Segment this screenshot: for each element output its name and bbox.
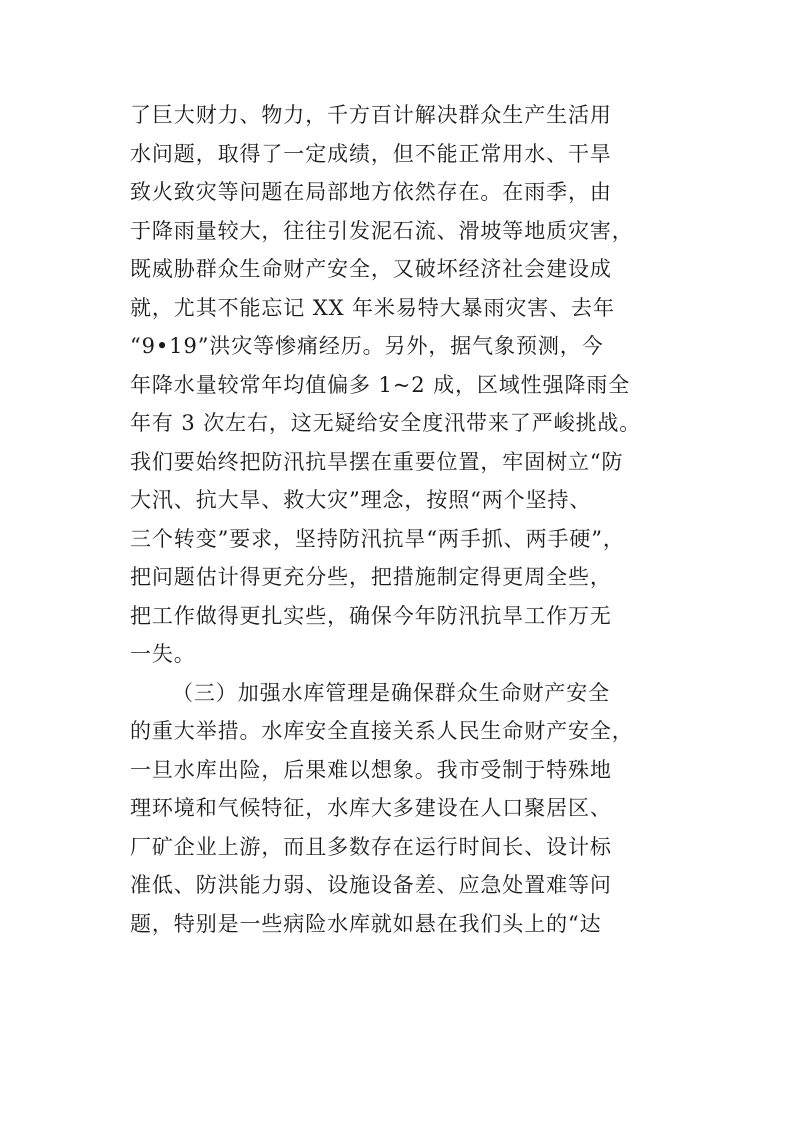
text-line: 既威胁群众生命财产安全，又破坏经济社会建设成 — [130, 257, 612, 281]
text-line: 把问题估计得更充分些，把措施制定得更周全些， — [130, 565, 612, 589]
text-line: 一失。 — [130, 642, 196, 666]
text-line: 了巨大财力、物力，千方百计解决群众生产生活用 — [130, 103, 612, 127]
text-line: 一旦水库出险，后果难以想象。我市受制于特殊地 — [130, 757, 612, 782]
text-line: 于降雨量较大，往往引发泥石流、滑坡等地质灾害， — [130, 218, 634, 243]
text-line: 致火致灾等问题在局部地方依然存在。在雨季，由 — [130, 180, 612, 204]
text-line: 年有 3 次左右，这无疑给安全度汛带来了严峻挑战。 — [130, 411, 642, 435]
text-line: 厂矿企业上游，而且多数存在运行时间长、设计标 — [130, 834, 612, 859]
text-line: 三个转变”要求，坚持防汛抗旱“两手抓、两手硬”， — [130, 526, 625, 551]
text-line: 年降水量较常年均值偏多 1~2 成，区域性强降雨全 — [130, 372, 631, 397]
text-line: 大汛、抗大旱、救大灾”理念，按照“两个坚持、 — [130, 488, 592, 512]
body-text — [130, 96, 670, 943]
text-line: 题，特别是一些病险水库就如悬在我们头上的“达 — [130, 911, 602, 936]
text-line: 理环境和气候特征，水库大多建设在人口聚居区、 — [130, 796, 612, 820]
text-line: “9•19”洪灾等惨痛经历。另外，据气象预测，今 — [130, 334, 604, 358]
text-line: 我们要始终把防汛抗旱摆在重要位置，牢固树立“防 — [130, 449, 624, 474]
section-heading-line: （三）加强水库管理是确保群众生命财产安全 — [172, 680, 610, 705]
text-line: 水问题，取得了一定成绩，但不能正常用水、干旱 — [130, 141, 612, 166]
text-line: 把工作做得更扎实些，确保今年防汛抗旱工作万无 — [130, 603, 612, 628]
text-line: 就，尤其不能忘记 XX 年米易特大暴雨灾害、去年 — [130, 295, 615, 320]
text-line: 准低、防洪能力弱、设施设备差、应急处置难等问 — [130, 873, 612, 897]
text-line: 的重大举措。水库安全直接关系人民生命财产安全， — [130, 719, 634, 743]
